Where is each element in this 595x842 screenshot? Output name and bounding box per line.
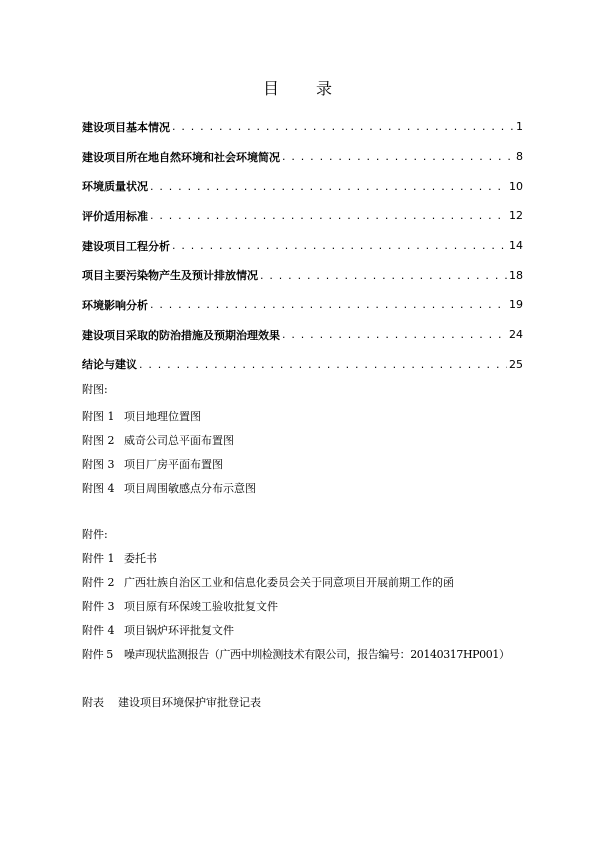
attachment-number: 附件 1 (82, 552, 115, 565)
figure-item (82, 480, 256, 496)
page-title: 目 录 (262, 79, 349, 98)
attachment-title: 项目锅炉环评批复文件 (124, 624, 234, 637)
toc-entry-label: 结论与建议 (82, 358, 137, 372)
attachment-item (82, 574, 454, 590)
attachment-number: 附件 2 (82, 576, 115, 589)
toc-entry-label: 环境影响分析 (82, 298, 148, 312)
attachments-heading: 附件: (82, 528, 108, 541)
toc-entry[interactable] (82, 112, 523, 142)
appendix-table-item (82, 694, 261, 710)
leader-dots (139, 358, 507, 371)
toc-entry[interactable] (82, 142, 523, 172)
toc-entry-label: 建设项目工程分析 (82, 239, 170, 253)
leader-dots (260, 269, 507, 282)
toc-entry[interactable] (82, 290, 523, 320)
figure-number: 附图 4 (82, 482, 115, 495)
toc-entry-label: 环境质量状况 (82, 180, 148, 194)
toc-entry-page: 24 (509, 328, 523, 342)
leader-dots (282, 328, 507, 341)
leader-dots (150, 298, 507, 311)
attachment-item (82, 622, 234, 638)
toc-entry-label: 建设项目采取的防治措施及预期治理效果 (82, 328, 280, 342)
toc-entry-label: 项目主要污染物产生及预计排放情况 (82, 269, 258, 283)
toc-entry-page: 8 (516, 150, 523, 164)
figure-title: 项目厂房平面布置图 (124, 458, 223, 471)
attachment-title: 项目原有环保竣工验收批复文件 (124, 600, 278, 613)
toc-entry-page: 14 (509, 239, 523, 253)
attachment-number: 附件 3 (82, 600, 115, 613)
attachment-item (82, 646, 510, 662)
figure-title: 项目周围敏感点分布示意图 (124, 482, 256, 495)
appendix-table-number: 附表 (82, 696, 104, 709)
toc-entry-label: 建设项目所在地自然环境和社会环境简况 (82, 150, 280, 164)
toc-entry-page: 12 (509, 209, 523, 223)
figure-item (82, 432, 234, 448)
figure-number: 附图 3 (82, 458, 115, 471)
figure-title: 项目地理位置图 (124, 410, 201, 423)
toc-entry-label: 评价适用标准 (82, 209, 148, 223)
toc-entry-page: 25 (509, 357, 523, 371)
toc-entry[interactable] (82, 231, 523, 261)
leader-dots (282, 150, 514, 163)
figure-number: 附图 2 (82, 434, 115, 447)
attachment-number: 附件 4 (82, 624, 115, 637)
attachment-title: 广西壮族自治区工业和信息化委员会关于同意项目开展前期工作的函 (124, 576, 454, 589)
toc-entry-label: 建设项目基本情况 (82, 120, 170, 134)
attachment-title: 委托书 (124, 552, 157, 565)
toc-entry[interactable] (82, 260, 523, 290)
leader-dots (150, 180, 507, 193)
toc-entry[interactable] (82, 201, 523, 231)
attachment-item (82, 598, 278, 614)
table-of-contents (82, 112, 523, 379)
attachment-item (82, 550, 157, 566)
toc-entry[interactable] (82, 320, 523, 350)
appendix-table-title: 建设项目环境保护审批登记表 (118, 696, 261, 709)
toc-entry-page: 18 (509, 268, 523, 282)
figure-item (82, 456, 223, 472)
leader-dots (172, 239, 507, 252)
toc-entry-page: 10 (509, 179, 523, 193)
toc-entry-page: 19 (509, 298, 523, 312)
leader-dots (150, 209, 507, 222)
toc-entry-page: 1 (516, 120, 523, 134)
figures-heading: 附图: (82, 383, 108, 396)
toc-entry[interactable] (82, 171, 523, 201)
figure-title: 威奇公司总平面布置图 (124, 434, 234, 447)
figure-item (82, 408, 201, 424)
figure-number: 附图 1 (82, 410, 115, 423)
attachment-number: 附件 5 (82, 648, 113, 661)
leader-dots (172, 120, 514, 133)
attachment-title: 噪声现状监测报告（广西中圳检测技术有限公司，报告编号：20140317HP001） (124, 648, 510, 661)
toc-entry[interactable] (82, 350, 523, 380)
